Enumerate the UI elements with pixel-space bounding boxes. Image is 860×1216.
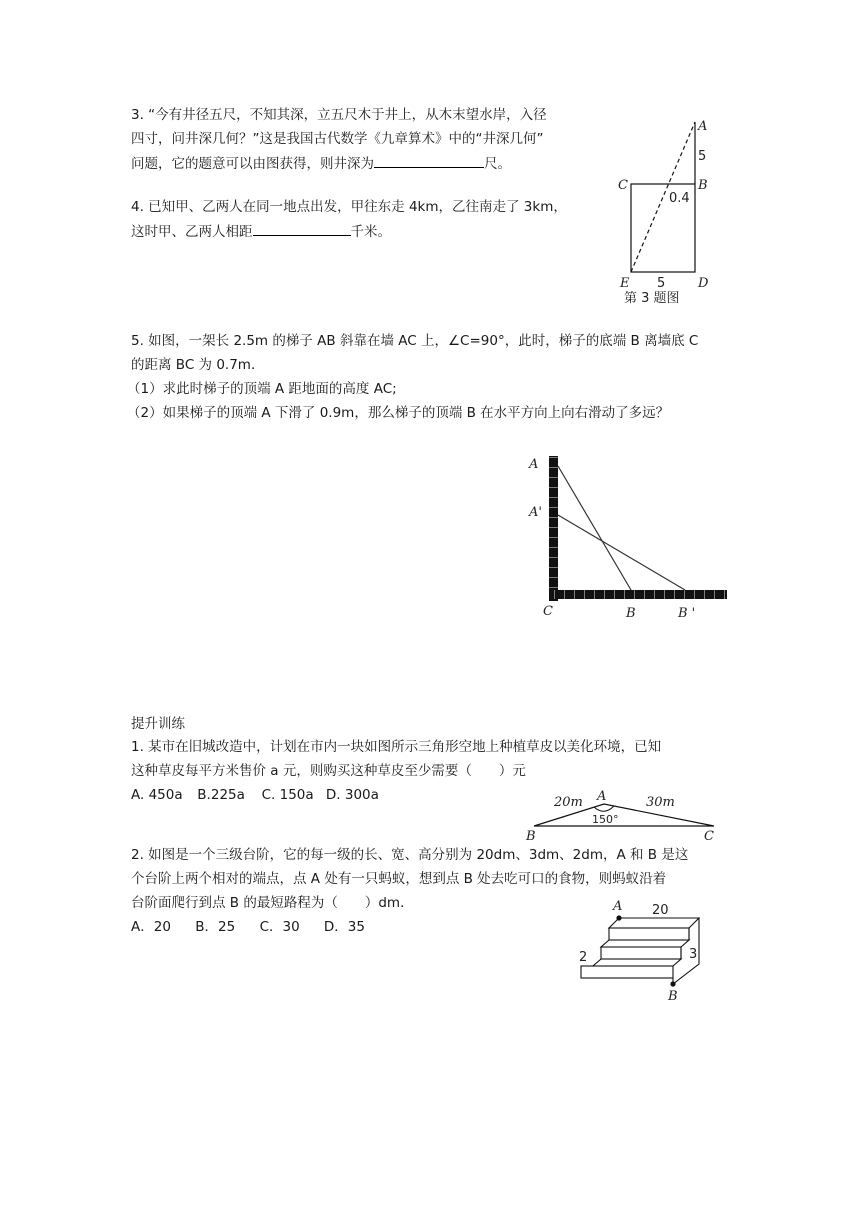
- label-height: 2: [579, 950, 588, 965]
- q4-answer-blank[interactable]: [253, 219, 351, 236]
- label-b: B: [668, 989, 678, 1004]
- q4-line-2: [131, 219, 567, 243]
- p1-option-b[interactable]: B.225a: [197, 787, 245, 803]
- question-5: [127, 329, 699, 425]
- p1-line-1: 1. 某市在旧城改造中，计划在市内一块如图所示三角形空地上种植草皮以美化环境，已知: [131, 739, 662, 755]
- p2-option-b[interactable]: B．25: [195, 919, 236, 935]
- figure-3-caption: 第 3 题图: [624, 291, 680, 306]
- p1-option-a[interactable]: A. 450a: [131, 787, 183, 803]
- point-a-dot: [616, 915, 621, 920]
- ladder-slid: [558, 515, 685, 590]
- triangle-figure: [524, 782, 724, 842]
- p2-line-3: 台阶面爬行到点 B 的最短路程为（ ）dm．: [131, 895, 414, 911]
- label-a: A: [597, 789, 607, 804]
- label-d: D: [698, 276, 709, 291]
- section-title: 提升训练: [131, 716, 185, 732]
- label-a: A: [529, 457, 539, 472]
- question-3: [131, 103, 547, 175]
- q5-line-2: 的距离 BC 为 0.7m．: [131, 357, 265, 373]
- ladder-initial: [558, 466, 631, 590]
- wall: [549, 456, 558, 601]
- q5-line-3: （1）求此时梯子的顶端 A 距地面的高度 AC;: [127, 381, 397, 397]
- ladder-figure: [525, 448, 735, 623]
- stairs-figure: [576, 896, 716, 1006]
- well-figure: [612, 110, 722, 310]
- p2-line-2: 个台阶上两个相对的端点，点 A 处有一只蚂蚁，想到点 B 处去吃可口的食物，则蚂蚁沿着: [131, 871, 667, 887]
- label-b: B: [698, 178, 708, 193]
- q3-answer-blank[interactable]: [374, 151, 484, 168]
- q4-line-1: 4. 已知甲、乙两人在同一地点出发，甲往东走 4km，乙往南走了 3km，: [131, 199, 567, 215]
- q5-line-4: （2）如果梯子的顶端 A 下滑了 0.9m，那么梯子的顶端 B 在水平方向上向右滑动了多远？: [127, 405, 670, 421]
- label-cb-length: 0.4: [669, 191, 690, 206]
- label-b: B: [526, 829, 536, 844]
- label-width: 3: [689, 947, 698, 962]
- q3-line-3-unit: 尺。: [484, 156, 511, 172]
- label-ab-length: 20m: [554, 795, 583, 810]
- point-b-dot: [670, 981, 675, 986]
- label-c: C: [618, 178, 628, 193]
- label-c: C: [543, 604, 553, 619]
- q4-line-2-unit: 千米。: [350, 224, 391, 240]
- label-a: A: [613, 899, 623, 914]
- label-length: 20: [652, 903, 669, 918]
- label-ab-length: 5: [698, 149, 707, 164]
- label-e: E: [620, 276, 630, 291]
- q3-line-3: [131, 151, 547, 175]
- ground: [549, 590, 727, 599]
- q3-line-1: 3. “今有井径五尺，不知其深，立五尺木于井上，从木末望水岸，入径: [131, 107, 547, 123]
- p1-option-c[interactable]: C. 150a: [261, 787, 314, 803]
- label-a: A: [698, 119, 708, 134]
- stairs-drawing: [581, 918, 699, 984]
- p2-option-a[interactable]: A．20: [131, 919, 171, 935]
- label-ac-length: 30m: [646, 795, 675, 810]
- p2-option-d[interactable]: D．35: [323, 919, 365, 935]
- p2-line-1: 2. 如图是一个三级台阶，它的每一级的长、宽、高分别为 20dm、3dm、2dm，A 和 B 是这: [131, 847, 689, 863]
- label-a-prime: A': [529, 505, 542, 520]
- p1-option-d[interactable]: D. 300a: [325, 787, 379, 803]
- label-c: C: [704, 829, 714, 844]
- q5-line-1: 5. 如图，一架长 2.5m 的梯子 AB 斜靠在墙 AC 上，∠C=90°，此时，梯子的底端 B 离墙底 C: [131, 333, 699, 349]
- p2-option-c[interactable]: C．30: [259, 919, 300, 935]
- label-angle: 150°: [592, 813, 619, 826]
- q3-line-3-text: 问题，它的题意可以由图获得，则井深为: [131, 156, 374, 172]
- label-b-prime: B ': [678, 606, 696, 621]
- q4-line-2-text: 这时甲、乙两人相距: [131, 224, 253, 240]
- p1-line-2: 这种草皮每平方米售价 a 元，则购买这种草皮至少需要（ ）元: [131, 763, 526, 779]
- label-ed-length: 5: [657, 276, 666, 291]
- question-4: [131, 195, 567, 243]
- label-b: B: [626, 606, 636, 621]
- q3-line-2: 四寸，问井深几何？”这是我国古代数学《九章算术》中的“井深几何”: [131, 131, 544, 147]
